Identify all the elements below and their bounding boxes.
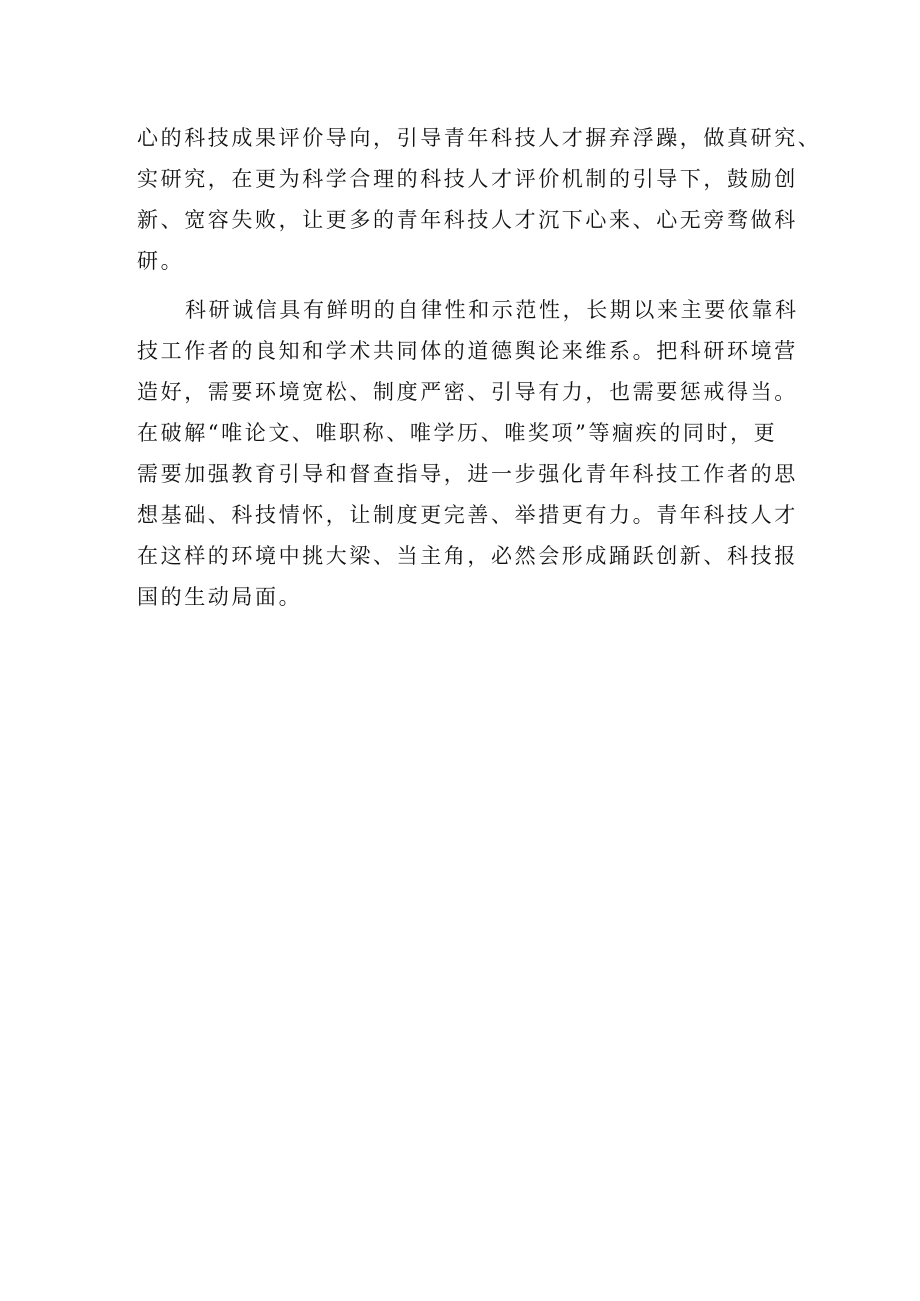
paragraph-1 [137, 118, 822, 282]
paragraph-line: 想基础、科技情怀，让制度更完善、举措更有力。青年科技人才 [137, 503, 798, 527]
paragraph-line: 需要加强教育引导和督查指导，进一步强化青年科技工作者的思 [137, 462, 798, 486]
paragraph-line: 国的生动局面。 [137, 585, 303, 609]
paragraph-line: 在破解“唯论文、唯职称、唯学历、唯奖项”等痼疾的同时，更 [137, 421, 778, 445]
paragraph-line: 技工作者的良知和学术共同体的道德舆论来维系。把科研环境营 [137, 339, 798, 363]
paragraph-line: 造好，需要环境宽松、制度严密、引导有力，也需要惩戒得当。 [137, 380, 798, 404]
document-body [137, 118, 822, 618]
paragraph-line: 在这样的环境中挑大梁、当主角，必然会形成踊跃创新、科技报 [137, 544, 798, 568]
paragraph-2 [137, 290, 799, 618]
paragraph-line: 研。 [137, 249, 185, 273]
paragraph-line: 新、宽容失败，让更多的青年科技人才沉下心来、心无旁骛做科 [137, 208, 798, 232]
paragraph-line: 科研诚信具有鲜明的自律性和示范性，长期以来主要依靠科 [185, 298, 799, 322]
paragraph-line: 实研究，在更为科学合理的科技人才评价机制的引导下，鼓励创 [137, 167, 798, 191]
paragraph-line: 心的科技成果评价导向，引导青年科技人才摒弃浮躁，做真研究、 [137, 126, 822, 150]
